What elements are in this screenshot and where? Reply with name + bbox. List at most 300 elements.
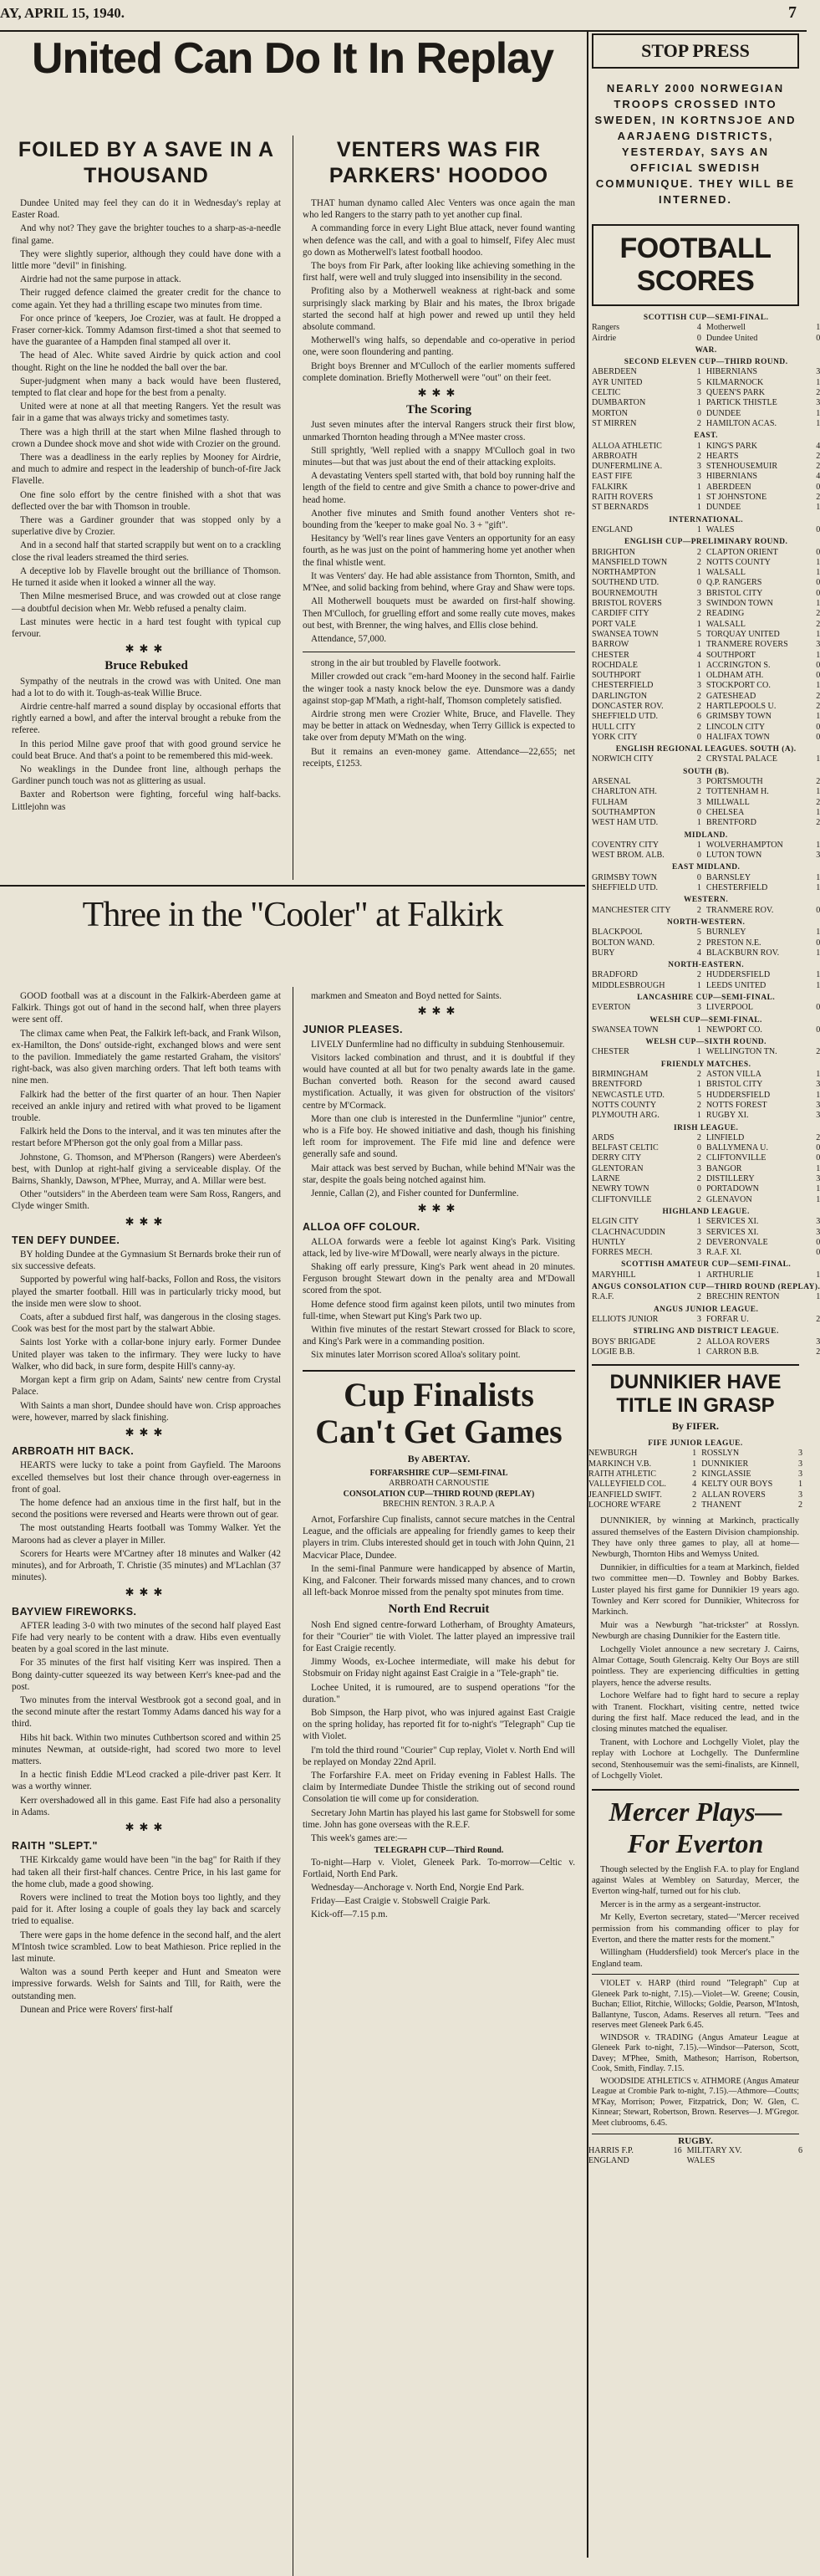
home-score: 6	[696, 712, 701, 722]
away-team: HALIFAX TOWN	[705, 732, 770, 742]
home-team: MANCHESTER CITY	[592, 905, 671, 915]
paragraph: Profiting also by a Motherwell weakness at right-back and some surprisingly slack marking by Blair and his mates, the Ibrox brigade started the second half at high power and rewed up until they held absolute command.	[303, 286, 575, 333]
home-team: NEWRY TOWN	[592, 1184, 649, 1194]
home-score: 4	[696, 650, 701, 660]
result-row	[592, 1217, 820, 1227]
dunnikier-byline: By FIFER.	[671, 1420, 719, 1433]
paragraph: Scorers for Hearts were M'Cartney after 18 minutes and Walker (42 minutes), and for Arbroath, T. Christie (35 minutes) and M'Lachlan (37 minutes).	[12, 1548, 281, 1583]
result-row	[592, 1292, 820, 1302]
football-scores-title: FOOTBALL SCORES	[619, 233, 772, 297]
away-team: BALLYMENA U.	[705, 1143, 768, 1153]
result-row	[592, 334, 820, 344]
paragraph: Airdrie strong men were Crozier White, Bruce, and Flavelle. They may be better in attack on Wednesday, when Terry Gillick is expected to take over from deputy M'Math on the wing.	[303, 708, 575, 744]
away-team: ARTHURLIE	[705, 1270, 754, 1280]
home-team: PLYMOUTH ARG.	[592, 1111, 660, 1121]
home-team: ALLOA ATHLETIC	[592, 441, 662, 451]
paragraph: In this period Milne gave proof that with good ground service he could beat Bruce. And that's a point to be remembered this mid-week.	[12, 739, 281, 761]
home-team: RAITH ATHLETIC	[588, 1469, 657, 1479]
paragraph: BY holding Dundee at the Gymnasium St Bernards broke their run of six successive defeats.	[12, 1250, 281, 1272]
result-row	[592, 1164, 820, 1174]
home-team: BOYS' BRIGADE	[592, 1337, 656, 1347]
united-headline-block	[8, 35, 577, 82]
home-score: 2	[696, 754, 701, 764]
away-score: 0	[816, 588, 820, 598]
away-team: NOTTS FOREST	[705, 1100, 767, 1110]
away-team: MILITARY XV.	[686, 2146, 742, 2156]
home-team: EAST FIFE	[592, 472, 633, 482]
away-score: 0	[816, 732, 820, 742]
paragraph: Just seven minutes after the interval Rangers struck their first blow, unmarked Thornton heading through a M'Nee master cross.	[303, 420, 575, 442]
result-row	[592, 442, 820, 452]
paragraph: Mair attack was best served by Buchan, while behind M'Nair was the star, despite the goals being notched against him.	[303, 1163, 575, 1185]
result-row	[588, 1469, 802, 1480]
paragraph: The boys from Fir Park, after looking like achieving something in the first half, were well and truly slugged into insensibility in the second.	[303, 261, 575, 284]
paragraph: Super-judgment when many a back would have been flustered, tempted to flat clear and hope for the best from a penalty.	[12, 376, 281, 399]
away-team: TRANMERE ROV.	[705, 905, 774, 915]
home-team: BRADFORD	[592, 970, 638, 980]
away-score: 3	[816, 1111, 820, 1121]
paragraph: DUNNIKIER, by winning at Markinch, practically assured themselves of the Eastern Division championship. They have only three games to play, all at home—Newburgh, Thornton Hibs and Wemyss United.	[592, 1516, 799, 1560]
home-team: DONCASTER ROV.	[592, 701, 664, 711]
result-row	[592, 548, 820, 558]
paragraph: Tranent, with Lochore and Lochgelly Violet, play the replay with Lochore at Lochgelly. The Dunfermline second, Stenhousemuir was the semi-finalists, are Kinnell, of Lochgelly Violet.	[592, 1737, 799, 1781]
united-headline: United Can Do It In Replay	[31, 34, 554, 83]
away-score: 1	[816, 712, 820, 722]
away-team: PORTSMOUTH	[705, 777, 763, 787]
home-score: 1	[696, 568, 701, 578]
paragraph: The climax came when Peat, the Falkirk left-back, and Frank Wilson, ex-Hamilton, the Dons' outside-right, exchanged blows and were sent to the pavilion. Immediately the game restarted Graham, the visitors' right-back, was also given marching orders. That left both teams with nine men.	[12, 1028, 281, 1086]
home-team: FALKIRK	[592, 482, 628, 492]
mercer-headline: Mercer Plays—For Everton	[609, 1796, 782, 1858]
away-score: 1	[816, 980, 820, 990]
result-row	[592, 1003, 820, 1013]
home-score: 1	[696, 1025, 701, 1035]
away-score: 1	[816, 408, 820, 418]
section-stars: ✱✱✱	[417, 1004, 461, 1018]
home-team: BRISTOL ROVERS	[592, 599, 662, 609]
result-row	[592, 1184, 820, 1194]
paragraph: For once prince of 'keepers, Joe Crozier, was at fault. He dropped a Fraser corner-kick. Tommy Adamson first-timed a shot that seemed to have the guarantee of a Hampden final stamped all over it.	[12, 313, 281, 348]
home-score: 0	[696, 732, 701, 742]
masthead	[0, 0, 807, 32]
home-score: 3	[696, 797, 701, 807]
paragraph: There was a high thrill at the start when Milne flashed through to crown a Dundee shock move and shot wide with Crozier on the ground.	[12, 427, 281, 449]
home-score: 0	[696, 851, 701, 861]
away-score: 1	[816, 629, 820, 639]
away-score: 1	[816, 1090, 820, 1100]
paragraph: Sympathy of the neutrals in the crowd was with United. One man had a lot to do with it. Tough-as-teak Willie Bruce.	[12, 676, 281, 698]
paragraph: For 35 minutes of the first half visiting Kerr was inspired. Then a Bong dainty-cutter squeezed its way between Kerr's knee-pad and the post.	[12, 1658, 281, 1692]
home-team: R.A.F.	[592, 1292, 614, 1302]
home-team: CARDIFF CITY	[592, 609, 649, 619]
away-team: PARTICK THISTLE	[705, 398, 777, 408]
away-score: 0	[816, 1143, 820, 1153]
home-score: 0	[696, 872, 701, 882]
away-score: 3	[797, 1449, 802, 1459]
paragraph: Supported by powerful wing half-backs, Follon and Ross, the visitors played the smarter football. Hill was in particularly tricky mood, but the inside men were slow to shoot.	[12, 1275, 281, 1309]
section-name: EAST.	[694, 432, 718, 441]
paragraph: The most outstanding Hearts football was Tommy Walker. Yet the Maroons had as clever a player in Miller.	[12, 1523, 281, 1546]
paragraph: Jennie, Callan (2), and Fisher counted for Dunfermline.	[311, 1188, 519, 1199]
home-score: 3	[696, 1227, 701, 1237]
section-name: ENGLISH CUP—PRELIMINARY ROUND.	[624, 538, 788, 547]
section-name: EAST MIDLAND.	[672, 863, 741, 872]
home-score: 2	[692, 1469, 697, 1479]
result-row	[592, 525, 820, 535]
home-score: 2	[696, 1237, 701, 1247]
home-team: WEST BROM. ALB.	[592, 851, 665, 861]
result-row	[592, 558, 820, 568]
result-row	[592, 409, 820, 419]
cup-byline: By ABERTAY.	[407, 1452, 471, 1464]
away-team: PRESTON N.E.	[705, 938, 761, 948]
away-score: 1	[816, 1270, 820, 1280]
telegraph-cup-heading: TELEGRAPH CUP—Third Round.	[374, 1846, 504, 1856]
paragraph: HEARTS were lucky to take a point from Gayfield. The Maroons excelled themselves but lost their chance through over-eagerness in front of goal.	[12, 1460, 281, 1495]
paragraph: Coats, after a subdued first half, was dangerous in the closing stages. Cook was best for the most part by the stalwart Abbie.	[12, 1312, 281, 1335]
result-row	[588, 1490, 802, 1500]
away-score: 1	[816, 948, 820, 958]
section-stars: ✱✱✱	[125, 1214, 168, 1228]
home-score: 0	[696, 1184, 701, 1194]
paragraph: With Saints a man short, Dundee should have won. Crisp approaches were, however, marred by slack finishing.	[12, 1400, 281, 1423]
section-name: NORTH-EASTERN.	[668, 961, 745, 970]
mercer-story	[592, 1864, 799, 2129]
home-team: CHESTERFIELD	[592, 681, 654, 691]
home-team: BRIGHTON	[592, 547, 635, 557]
away-score: 1	[816, 650, 820, 660]
ten-defy-dundee-heading: TEN DEFY DUNDEE.	[12, 1234, 120, 1246]
home-score: 1	[696, 524, 701, 534]
away-team: CHELSEA	[705, 807, 745, 817]
result-row	[592, 1133, 820, 1143]
home-team: NORWICH CITY	[592, 754, 654, 764]
home-team: SWANSEA TOWN	[592, 629, 659, 639]
result-row	[592, 1174, 820, 1184]
home-score: 2	[696, 1132, 701, 1142]
home-team: PORT VALE	[592, 619, 636, 629]
away-team: BARNSLEY	[705, 872, 751, 882]
paragraph: In the semi-final Panmure were handicapped by absence of Martin, King, and Falconer. Their forwards missed many chances, and to crown all left-back Monroe missed from the penalty spot minutes from time.	[303, 1563, 575, 1598]
result-row	[592, 1195, 820, 1205]
home-score: 2	[696, 609, 701, 619]
away-team: CARRON B.B.	[705, 1347, 759, 1357]
paragraph: Baxter and Robertson were fighting, forceful wing half-backs. Littlejohn was	[12, 790, 281, 812]
cup-fixture-line: CONSOLATION CUP—THIRD ROUND (REPLAY)	[343, 1489, 535, 1499]
section-name: ENGLISH REGIONAL LEAGUES. SOUTH (A).	[615, 745, 797, 754]
away-score: 1	[816, 503, 820, 513]
paragraph: The Forfarshire F.A. meet on Friday evening in Fablest Halls. The claim by Intermediate Dundee Thistle the striking out of second round Consolation tie will come up for consideration.	[303, 1770, 575, 1805]
paragraph: Muir was a Newburgh "hat-trickster" at Rosslyn. Newburgh are chasing Dunnikier for the Eastern title.	[592, 1620, 799, 1642]
football-scores-table	[588, 311, 820, 1357]
home-score: 1	[696, 980, 701, 990]
home-score: 1	[692, 1449, 697, 1459]
home-score: 1	[696, 883, 701, 893]
home-score: 2	[696, 1070, 701, 1080]
result-row	[592, 609, 820, 619]
home-team: SOUTHEND UTD.	[592, 578, 660, 588]
result-row	[592, 681, 820, 691]
away-team: LUTON TOWN	[705, 851, 762, 861]
away-score: 0	[816, 524, 820, 534]
falkirk-right-column	[303, 990, 575, 1923]
paragraph: Bright boys Brenner and M'Culloch of the earlier moments suffered complete domination. Briefly Motherwell were "out" on their feet.	[303, 360, 575, 383]
result-row	[588, 1459, 802, 1469]
home-score: 3	[696, 472, 701, 482]
paragraph: Arnot, Forfarshire Cup finalists, cannot secure matches in the Central League, and the officials are appealing for friendly games to keep their players in trim. Clubs interested should get in touch with John Quinn, 21 Macvicar Place, Dundee.	[303, 1514, 575, 1561]
away-team: LINFIELD	[705, 1132, 745, 1142]
result-row	[592, 808, 820, 818]
home-team: ABERDEEN	[592, 367, 637, 377]
home-team: ELGIN CITY	[592, 1217, 639, 1227]
away-score: 0	[816, 938, 820, 948]
result-row	[592, 787, 820, 797]
away-score: 3	[797, 1459, 802, 1469]
result-row	[592, 692, 820, 702]
issue-date: AY, APRIL 15, 1940.	[0, 5, 125, 21]
away-score: 2	[816, 818, 820, 828]
away-team: BRECHIN RENTON	[705, 1292, 780, 1302]
bruce-rebuked-subheading: Bruce Rebuked	[104, 659, 188, 673]
result-row	[592, 1091, 820, 1101]
away-score: 0	[816, 1248, 820, 1258]
home-team: JEANFIELD SWIFT.	[588, 1490, 662, 1500]
home-score: 1	[696, 619, 701, 629]
result-row	[592, 818, 820, 828]
result-row	[592, 970, 820, 980]
away-team: HEARTS	[705, 451, 739, 461]
paragraph: Mercer is in the army as a sergeant-instructor.	[600, 1899, 761, 1909]
away-team: HUDDERSFIELD	[705, 970, 771, 980]
away-team: PORTADOWN	[705, 1184, 759, 1194]
home-team: CLACHNACUDDIN	[592, 1227, 666, 1237]
home-team: LARNE	[592, 1174, 620, 1184]
junior-pleases-heading: JUNIOR PLEASES.	[303, 1024, 404, 1036]
paragraph: And in a second half that started scrappily but went on to a crackling close the rival leaders streamed the third series.	[12, 540, 281, 563]
result-row	[592, 1070, 820, 1080]
away-score: 4	[816, 472, 820, 482]
home-score: 1	[692, 1459, 697, 1469]
home-team: ENGLAND	[592, 524, 633, 534]
away-team: STOCKPORT CO.	[705, 681, 771, 691]
section-name: SECOND ELEVEN CUP—THIRD ROUND.	[624, 358, 788, 367]
away-team: BRENTFORD	[705, 818, 756, 828]
paragraph: Home defence stood firm against keen pilots, until two minutes from full-time, when Stewart put King's Park two up.	[303, 1299, 575, 1321]
paragraph: Saints lost Yorke with a collar-bone injury early. Former Dundee United player was taken to the infirmary. They were lucky to have Walker, who did back, in sure form, despite Hill's canny-ay.	[12, 1337, 281, 1372]
result-row	[592, 1153, 820, 1163]
result-row	[592, 1238, 820, 1248]
away-team: HARTLEPOOLS U.	[705, 701, 777, 711]
result-row	[592, 1143, 820, 1153]
home-team: BLACKPOOL	[592, 928, 643, 938]
home-score: 2	[696, 691, 701, 701]
paragraph: AFTER leading 3-0 with two minutes of the second half played East Fife had very nearly to be content with a draw. Hibs even eventually beaten by a goal scored in the last minute.	[12, 1620, 281, 1655]
paragraph: Their rugged defence claimed the greater credit for the chance to come again. Yet they had a thrilling escape two minutes from time.	[12, 288, 281, 310]
section-name: WELSH CUP—SEMI-FINAL.	[649, 1015, 762, 1025]
home-score: 2	[696, 1153, 701, 1163]
right-column	[588, 33, 820, 2167]
home-score: 1	[696, 398, 701, 408]
away-team: Q.P. RANGERS	[705, 578, 762, 588]
paragraph: Lochore Welfare had to fight hard to secure a replay with Tranent. Flockhart, visiting centre, netted twice during the first half. Mace reduced the lead, and in the closing minutes matched the equaliser.	[592, 1691, 799, 1735]
away-score: 1	[816, 1194, 820, 1204]
home-score: 1	[696, 640, 701, 650]
home-score: 1	[696, 493, 701, 503]
away-team: CLAPTON ORIENT	[705, 547, 778, 557]
rugby-heading: RUGBY.	[678, 2136, 713, 2147]
section-name: INTERNATIONAL.	[669, 515, 744, 524]
result-row	[592, 398, 820, 408]
result-row	[592, 568, 820, 578]
away-team: GLENAVON	[705, 1194, 752, 1204]
paragraph: Rovers were inclined to treat the Motion boys too lightly, and they paid for it. After losing a couple of goals they lay back and scarcely tried to equalise.	[12, 1893, 281, 1927]
paragraph: Willingham (Huddersfield) took Mercer's place in the England team.	[592, 1948, 799, 1969]
away-score: 0	[816, 722, 820, 732]
section-name: WAR.	[695, 345, 717, 355]
home-score: 1	[696, 660, 701, 670]
home-score: 3	[696, 1003, 701, 1013]
home-score: 2	[696, 1194, 701, 1204]
result-row	[592, 1337, 820, 1347]
result-row	[592, 367, 820, 377]
home-team: Airdrie	[592, 333, 617, 343]
home-team: AYR UNITED	[592, 377, 643, 387]
home-score: 2	[692, 1500, 697, 1510]
away-team: Dundee United	[705, 333, 758, 343]
result-row	[592, 1347, 820, 1357]
home-team: MARKINCH V.B.	[588, 1459, 652, 1469]
result-row	[588, 1449, 802, 1459]
result-row	[592, 906, 820, 916]
home-score: 5	[696, 1090, 701, 1100]
section-name: FRIENDLY MATCHES.	[660, 1060, 751, 1069]
away-score: 3	[816, 1080, 820, 1090]
result-row	[592, 1080, 820, 1090]
away-score: 2	[816, 1314, 820, 1324]
home-score: 2	[696, 1174, 701, 1184]
home-team: BURY	[592, 948, 615, 958]
away-team: DEVERONVALE	[705, 1237, 768, 1247]
paragraph: Secretary John Martin has played his last game for Stobswell for some time. John has gone overseas with the R.E.F.	[303, 1807, 575, 1830]
home-score: 1	[696, 441, 701, 451]
paragraph: The home defence had an anxious time in the first half, but in the second the positions were reversed and Hearts were thrown out of gear.	[12, 1497, 281, 1521]
paragraph: And why not? They gave the brighter touches to a sharp-as-a-needle final game.	[12, 223, 281, 246]
paragraph: There was a Gardiner grounder that was stopped only by a superlative dive by Crozier.	[12, 515, 281, 538]
home-team: CELTIC	[592, 388, 621, 398]
result-row	[592, 503, 820, 513]
result-row	[588, 2156, 802, 2166]
away-team: ALLOA ROVERS	[705, 1337, 770, 1347]
away-team: HUDDERSFIELD	[705, 1090, 771, 1100]
away-score: 1	[816, 1070, 820, 1080]
paragraph: To-night—Harp v. Violet, Gleneek Park. To-morrow—Celtic v. Fortlaid, North End Park.	[303, 1857, 575, 1879]
away-team: BRISTOL CITY	[705, 588, 763, 598]
home-team: MORTON	[592, 408, 628, 418]
paragraph: GOOD football was at a discount in the Falkirk-Aberdeen game at Falkirk. Things got out of hand in the second half, when three players were sent off.	[12, 991, 281, 1025]
away-score: 1	[816, 1292, 820, 1302]
home-score: 4	[692, 1480, 697, 1490]
home-team: BOURNEMOUTH	[592, 588, 658, 598]
league-name: FIFE JUNIOR LEAGUE.	[648, 1439, 743, 1449]
home-team: SHEFFIELD UTD.	[592, 883, 659, 893]
paragraph: Airdrie had not the same purpose in attack.	[20, 274, 181, 285]
result-row	[592, 1315, 820, 1325]
away-score: 1	[816, 599, 820, 609]
away-score: 0	[816, 671, 820, 681]
home-score: 2	[696, 938, 701, 948]
away-team: ALLAN ROVERS	[701, 1490, 766, 1500]
cup-fixture-line: FORFARSHIRE CUP—SEMI-FINAL	[369, 1468, 508, 1478]
away-team: DUNDEE	[705, 503, 741, 513]
home-team: BARROW	[592, 640, 629, 650]
home-score: 2	[696, 1100, 701, 1110]
home-team: WEST HAM UTD.	[592, 818, 659, 828]
away-score: 3	[816, 1100, 820, 1110]
section-name: IRISH LEAGUE.	[673, 1123, 739, 1132]
paragraph: Still sprightly, 'Well replied with a snappy M'Culloch goal in two minutes—but that was just about the end of their attacking exploits.	[303, 445, 575, 468]
stop-press-box	[592, 33, 799, 69]
result-row	[588, 1500, 802, 1510]
away-score: 2	[816, 691, 820, 701]
paragraph: A deceptive lob by Flavelle brought out the brilliance of Thomson. He turned it aside when it looked a winner all the way.	[12, 565, 281, 589]
home-team: ELLIOTS JUNIOR	[592, 1314, 659, 1324]
away-score: 2	[816, 619, 820, 629]
section-stars: ✱✱✱	[125, 1821, 168, 1833]
paragraph: THE Kirkcaldy game would have been "in the bag" for Raith if they had taken all their first-half chances. Centre Price, in his last game for the home club, made a good showing.	[12, 1855, 281, 1889]
paragraph: Nosh End signed centre-forward Lotherham, of Broughty Amateurs, for their "Courier" tie with Violet. The latter played an impressive trail for East Craigie recently.	[303, 1619, 575, 1653]
home-score: 2	[692, 1490, 697, 1500]
home-team: SWANSEA TOWN	[592, 1025, 659, 1035]
paragraph: Dundee United may feel they can do it in Wednesday's replay at Easter Road.	[12, 198, 281, 221]
paragraph: ALLOA forwards were a feeble lot against King's Park. Visiting attack, led by live-wire M'Dowall, were nearly always in the picture.	[303, 1236, 575, 1259]
home-team: MIDDLESBROUGH	[592, 980, 665, 990]
away-team: SOUTHPORT	[705, 650, 756, 660]
away-score: 3	[816, 1174, 820, 1184]
result-row	[592, 671, 820, 681]
away-team: READING	[705, 609, 745, 619]
away-team: SERVICES XI.	[705, 1217, 759, 1227]
result-row	[592, 419, 820, 429]
falkirk-headline: Three in the "Cooler" at Falkirk	[82, 896, 503, 934]
away-score: 2	[816, 701, 820, 711]
result-row	[588, 1480, 802, 1490]
away-team: KILMARNOCK	[705, 377, 764, 387]
away-score: 2	[816, 1347, 820, 1357]
away-score: 2	[816, 462, 820, 472]
paragraph: Dunean and Price were Rovers' first-half	[20, 2004, 173, 2015]
result-row	[588, 2146, 802, 2156]
home-team: ENGLAND	[588, 2156, 629, 2166]
away-team: ACCRINGTON S.	[705, 660, 771, 670]
away-score: 1	[816, 807, 820, 817]
home-team: NOTTS COUNTY	[592, 1100, 657, 1110]
united-left-subheadline: FOILED BY A SAVE IN A THOUSAND	[18, 138, 275, 187]
united-airdrie-story	[12, 137, 281, 815]
section-stars: ✱✱✱	[417, 1202, 461, 1215]
away-score: 3	[816, 1217, 820, 1227]
home-score: 0	[696, 807, 701, 817]
arbroath-hit-back-heading: ARBROATH HIT BACK.	[12, 1445, 135, 1458]
home-team: EVERTON	[592, 1003, 631, 1013]
paragraph: The head of Alec. White saved Airdrie by quick action and cool thought. Right on the line he nodded the ball over the bar.	[12, 350, 281, 373]
result-row	[592, 1111, 820, 1121]
away-score: 1	[816, 323, 820, 333]
away-team: ST JOHNSTONE	[705, 493, 767, 503]
paragraph: Falkirk held the Dons to the interval, and it was ten minutes after the restart before M'Pherson got the only goal from a Millar pass.	[12, 1127, 281, 1149]
home-team: CHARLTON ATH.	[592, 787, 657, 797]
away-team: BRISTOL CITY	[705, 1080, 763, 1090]
section-name: ANGUS JUNIOR LEAGUE.	[653, 1305, 759, 1314]
